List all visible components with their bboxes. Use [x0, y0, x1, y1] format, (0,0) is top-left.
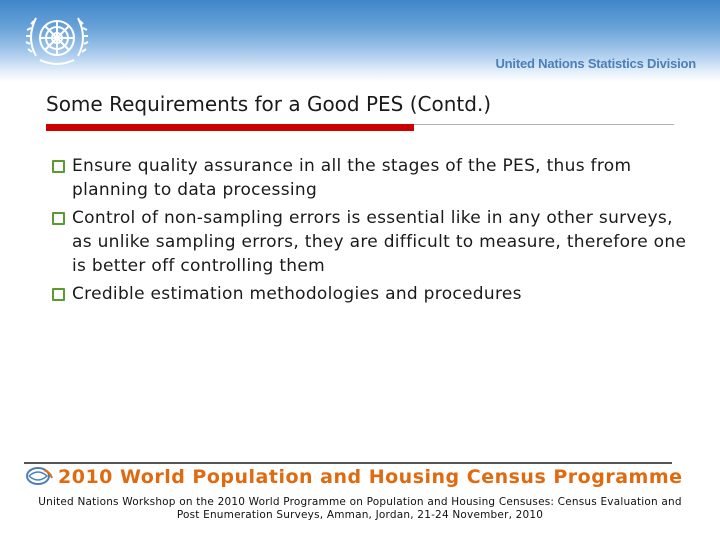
- footer-caption: United Nations Workshop on the 2010 World Programme on Population and Housing Censuses: Census Evaluation and Post Enumeration Surveys, Amman, Jordan, 21-24 November, 2010: [38, 496, 682, 521]
- bullet-text: Credible estimation methodologies and procedures: [72, 284, 522, 304]
- un-emblem-icon: [20, 8, 94, 74]
- slide-title: Some Requirements for a Good PES (Contd.): [46, 92, 492, 116]
- list-item: [52, 206, 692, 278]
- bullet-text: Control of non-sampling errors is essential like in any other surveys, as unlike sampling errors, they are difficult to measure, therefore one is better off controlling them: [72, 208, 687, 276]
- footer-divider: [24, 462, 672, 464]
- organization-name: United Nations Statistics Division: [495, 56, 696, 71]
- bullet-list: [52, 154, 692, 310]
- checkbox-bullet-icon: [52, 160, 65, 173]
- list-item: [52, 154, 692, 202]
- checkbox-bullet-icon: [52, 288, 65, 301]
- globe-icon: [24, 466, 54, 486]
- checkbox-bullet-icon: [52, 212, 65, 225]
- bullet-text: Ensure quality assurance in all the stages of the PES, thus from planning to data processing: [72, 156, 632, 200]
- list-item: [52, 282, 692, 306]
- title-accent-bar: [46, 124, 414, 131]
- programme-banner: 2010 World Population and Housing Census Programme: [58, 466, 683, 488]
